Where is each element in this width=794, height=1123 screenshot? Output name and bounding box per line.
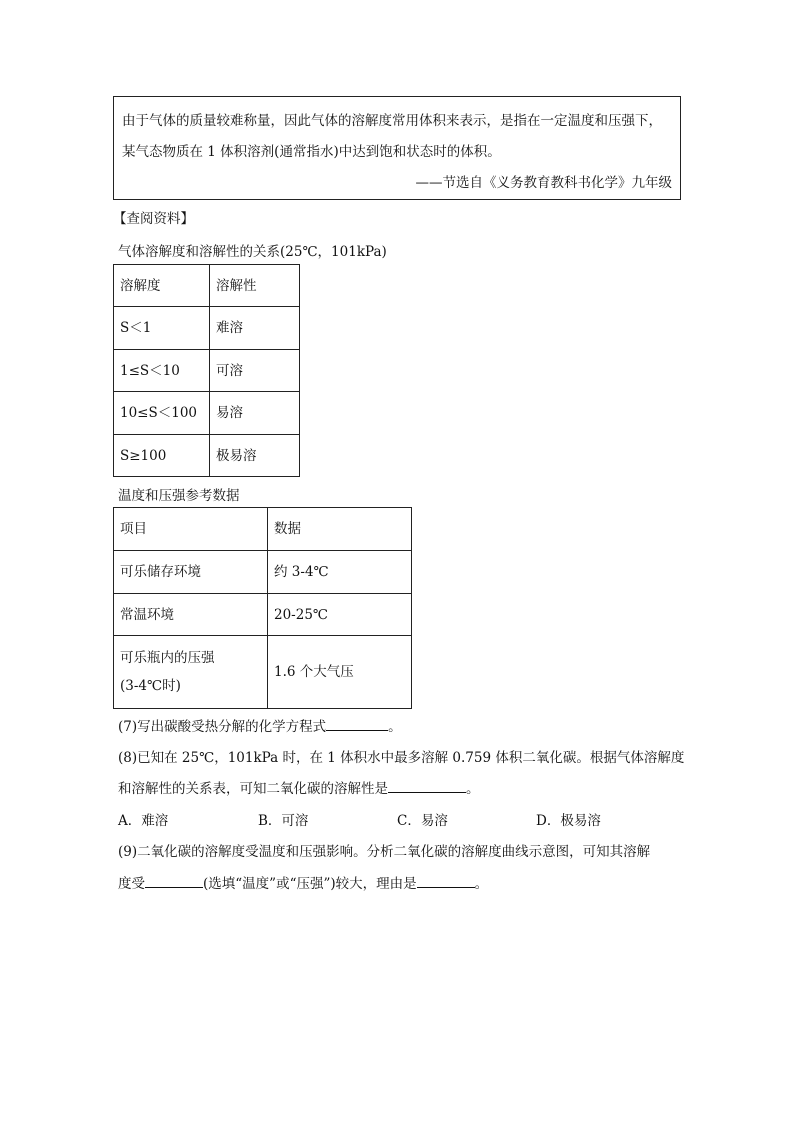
answer-blank[interactable]	[388, 778, 466, 793]
question-8-end: 。	[466, 781, 480, 797]
answer-blank[interactable]	[326, 716, 388, 731]
table-row	[114, 594, 412, 636]
table-cell: 10≤S＜100	[114, 392, 210, 435]
option-a[interactable]: A．难溶	[118, 813, 169, 829]
question-8-line-2	[118, 777, 480, 797]
table-row	[114, 636, 412, 709]
question-9-text-a: 度受	[118, 876, 145, 892]
table-row	[114, 307, 300, 350]
question-9-end: 。	[474, 876, 489, 892]
table-cell: 可乐储存环境	[114, 551, 268, 594]
question-9-line-2	[118, 872, 488, 892]
table-row	[114, 392, 300, 435]
option-d[interactable]: D．极易溶	[536, 813, 601, 829]
table-cell: 1≤S＜10	[114, 350, 210, 392]
question-8-line-1: (8)已知在 25℃，101kPa 时，在 1 体积水中最多溶解 0.759 体积二氧化碳。根据气体溶解度	[118, 750, 685, 766]
question-8-text: 和溶解性的关系表，可知二氧化碳的溶解性是	[118, 781, 388, 797]
table-row	[114, 508, 412, 551]
table-cell-note: (3-4℃时)	[120, 678, 181, 694]
quote-box	[113, 96, 681, 200]
table-cell: 难溶	[210, 307, 300, 350]
question-7-end: 。	[388, 719, 402, 735]
table-cell: 常温环境	[114, 594, 268, 636]
column-header-solubility-class: 溶解性	[210, 265, 300, 307]
table-cell-line: 可乐瓶内的压强	[120, 650, 215, 666]
solubility-table-caption: 气体溶解度和溶解性的关系(25℃，101kPa)	[118, 244, 387, 260]
question-9-line-1: (9)二氧化碳的溶解度受温度和压强影响。分析二氧化碳的溶解度曲线示意图，可知其溶解	[118, 844, 651, 860]
table-cell: 极易溶	[210, 435, 300, 477]
table-cell: S＜1	[114, 307, 210, 350]
column-header-item: 项目	[114, 508, 268, 551]
answer-blank[interactable]	[145, 873, 203, 888]
column-header-data: 数据	[268, 508, 412, 551]
answer-blank[interactable]	[417, 873, 475, 888]
question-9-text-b: (选填“温度”或“压强”)较大，理由是	[203, 876, 417, 892]
option-c[interactable]: C．易溶	[397, 813, 448, 829]
reference-table	[113, 507, 412, 709]
quote-line-2: 某气态物质在 1 体积溶剂(通常指水)中达到饱和状态时的体积。	[122, 144, 501, 160]
quote-line-1: 由于气体的质量较难称量，因此气体的溶解度常用体积来表示，是指在一定温度和压强下，	[122, 113, 662, 129]
reference-table-caption: 温度和压强参考数据	[118, 488, 240, 504]
table-row	[114, 435, 300, 477]
table-cell: 20-25℃	[268, 594, 412, 636]
table-cell	[114, 636, 268, 709]
table-cell: 可溶	[210, 350, 300, 392]
table-row	[114, 551, 412, 594]
table-cell: 易溶	[210, 392, 300, 435]
column-header-solubility: 溶解度	[114, 265, 210, 307]
option-b[interactable]: B．可溶	[258, 813, 309, 829]
quote-source: ——节选自《义务教育教科书化学》九年级	[415, 175, 672, 191]
table-cell: 约 3-4℃	[268, 551, 412, 594]
table-cell: 1.6 个大气压	[268, 636, 412, 709]
table-cell: S≥100	[114, 435, 210, 477]
table-row	[114, 350, 300, 392]
solubility-table	[113, 264, 300, 477]
section-heading: 【查阅资料】	[113, 211, 194, 227]
table-row	[114, 265, 300, 307]
question-7	[118, 715, 402, 735]
question-7-text: (7)写出碳酸受热分解的化学方程式	[118, 719, 327, 735]
